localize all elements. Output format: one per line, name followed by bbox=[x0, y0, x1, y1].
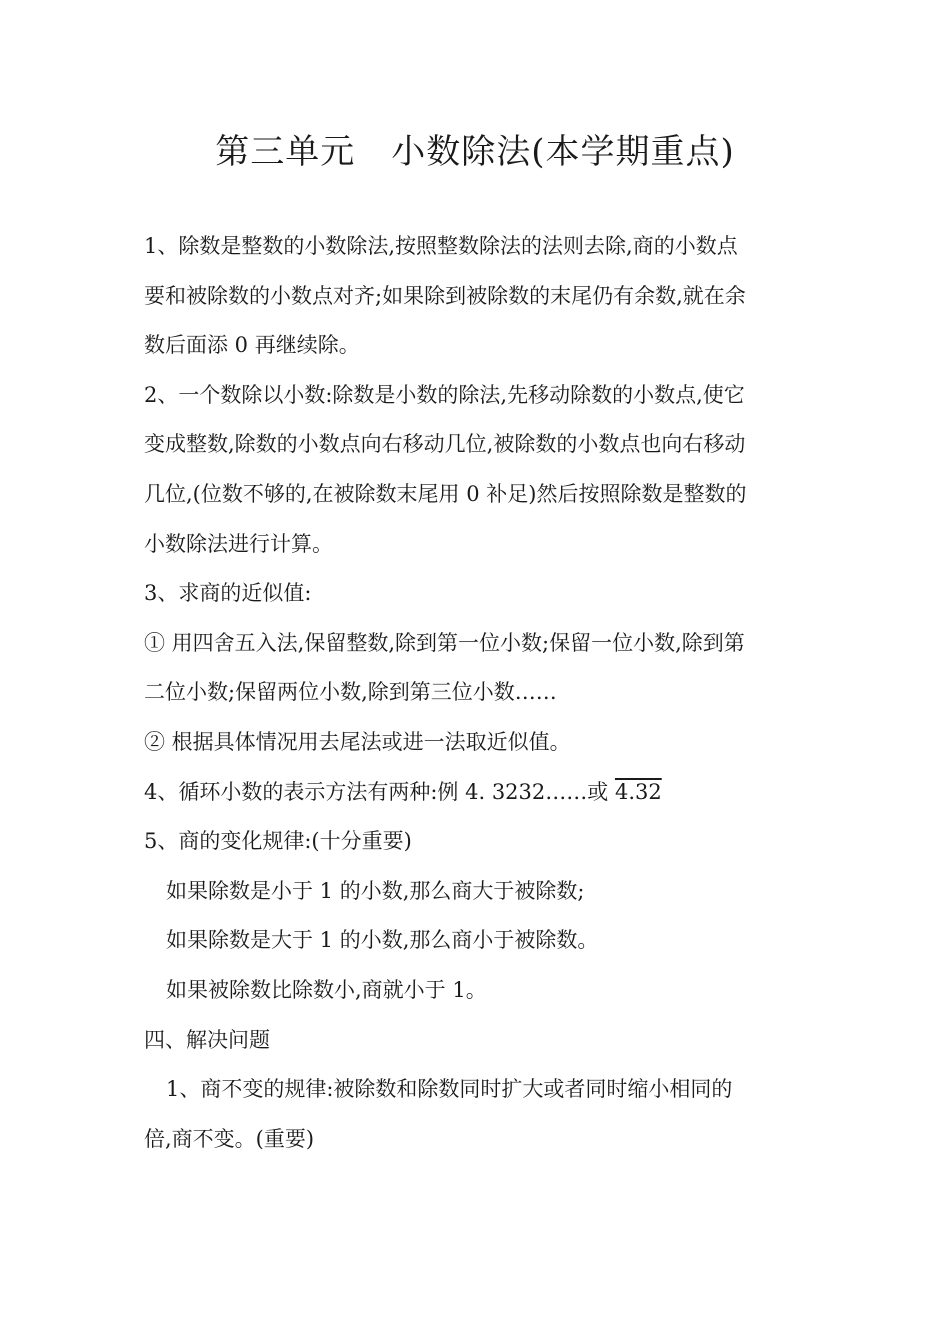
section-4-line-2: 倍,商不变。(重要) bbox=[144, 1126, 315, 1151]
repeating-decimal-notation: 4.32 bbox=[614, 779, 662, 804]
paragraph-1-line-3: 数后面添 0 再继续除。 bbox=[144, 333, 360, 358]
paragraph-3-line-3: 二位小数;保留两位小数,除到第三位小数…… bbox=[144, 680, 557, 705]
paragraph-2-line-4: 小数除法进行计算。 bbox=[144, 531, 333, 556]
paragraph-5-line-4: 如果被除数比除数小,商就小于 1。 bbox=[166, 977, 487, 1002]
paragraph-5-line-3: 如果除数是大于 1 的小数,那么商小于被除数。 bbox=[166, 928, 599, 953]
paragraph-2-line-3: 几位,(位数不够的,在被除数末尾用 0 补足)然后按照除数是整数的 bbox=[144, 481, 747, 506]
section-4-line-1: 1、商不变的规律:被除数和除数同时扩大或者同时缩小相同的 bbox=[166, 1077, 733, 1102]
document-body bbox=[144, 222, 810, 1164]
paragraph-3-line-4: ② 根据具体情况用去尾法或进一法取近似值。 bbox=[144, 729, 571, 754]
paragraph-4-line-1 bbox=[144, 768, 810, 818]
title-topic: 小数除法(本学期重点) bbox=[391, 132, 735, 172]
paragraph-3-line-2: ① 用四舍五入法,保留整数,除到第一位小数;保留一位小数,除到第 bbox=[144, 630, 745, 655]
paragraph-5-line-1: 5、商的变化规律:(十分重要) bbox=[144, 829, 412, 854]
paragraph-3-line-1: 3、求商的近似值: bbox=[144, 581, 312, 606]
paragraph-5-line-2: 如果除数是小于 1 的小数,那么商大于被除数; bbox=[166, 878, 585, 903]
paragraph-2-line-2: 变成整数,除数的小数点向右移动几位,被除数的小数点也向右移动 bbox=[144, 432, 746, 457]
paragraph-1-line-2: 要和被除数的小数点对齐;如果除到被除数的末尾仍有余数,就在余 bbox=[144, 283, 746, 308]
title-unit: 第三单元 bbox=[215, 132, 356, 172]
page-title bbox=[0, 128, 950, 176]
paragraph-1-line-1: 1、除数是整数的小数除法,按照整数除法的法则去除,商的小数点 bbox=[144, 234, 738, 258]
paragraph-2-line-1: 2、一个数除以小数:除数是小数的除法,先移动除数的小数点,使它 bbox=[144, 382, 745, 407]
section-4-heading: 四、解决问题 bbox=[144, 1027, 270, 1052]
repeating-decimal-text: 4、循环小数的表示方法有两种:例 4. 3232……或 bbox=[144, 779, 615, 804]
